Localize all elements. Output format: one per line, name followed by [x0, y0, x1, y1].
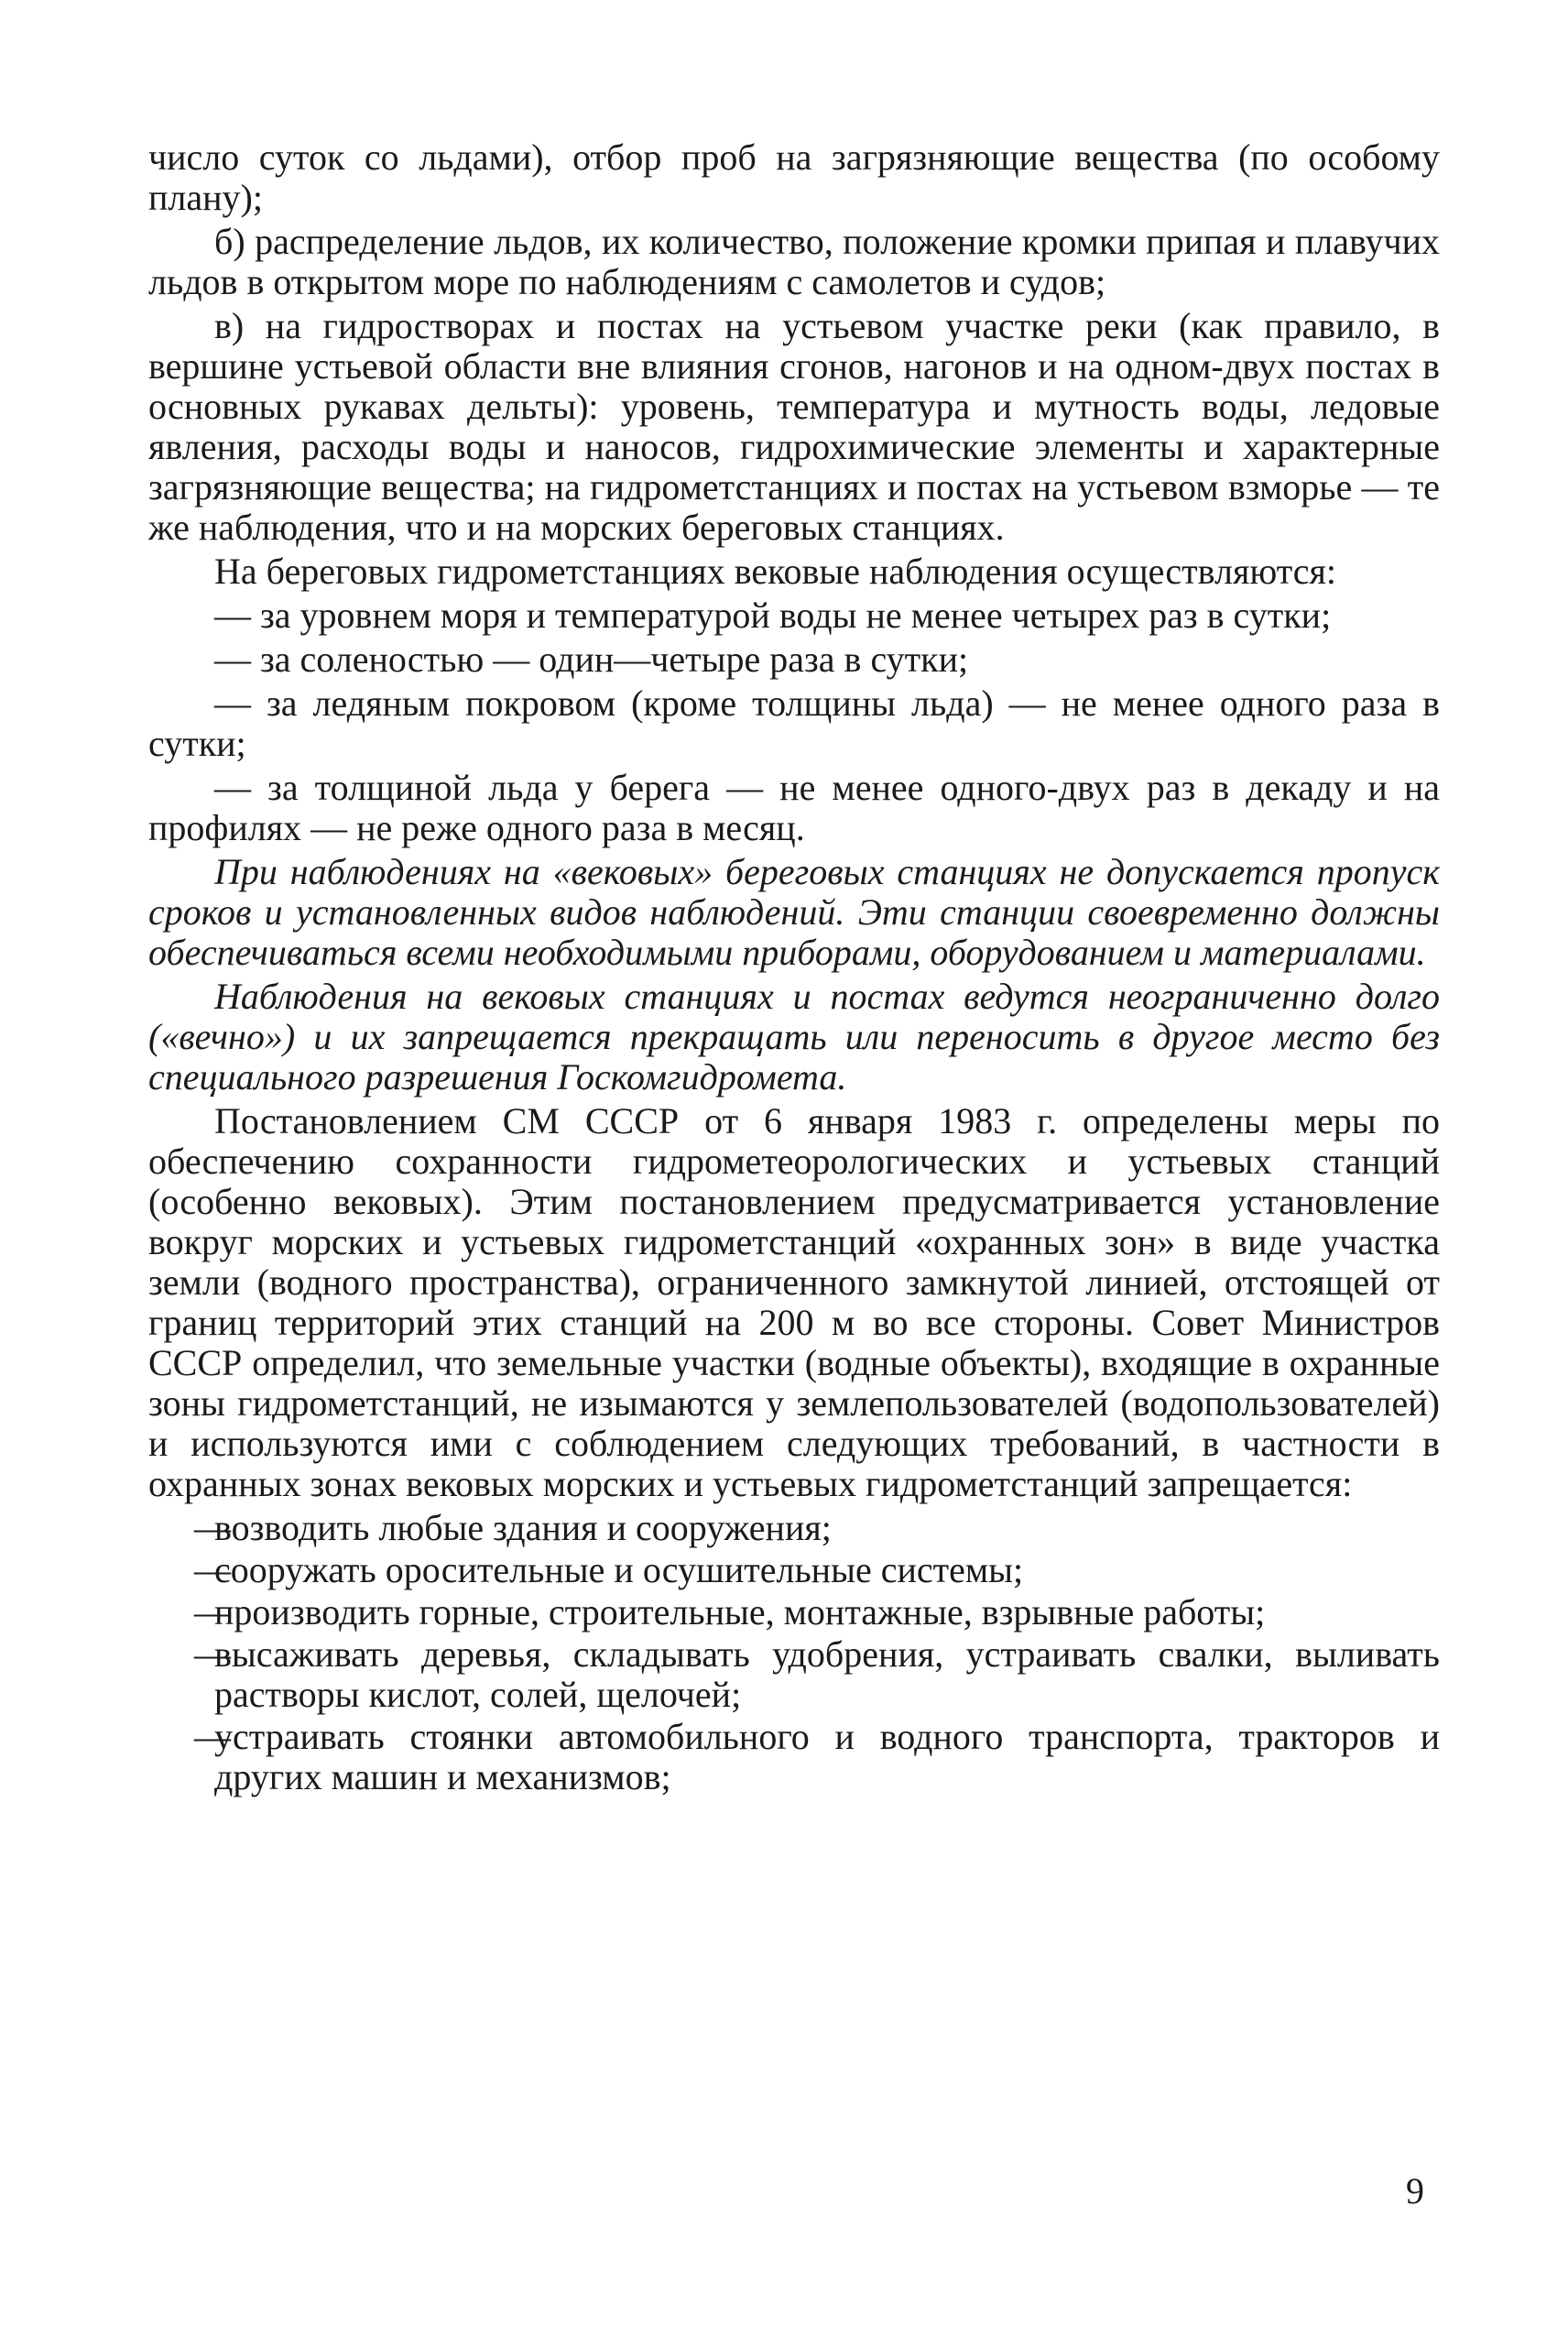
italic-paragraph-no-skip: При наблюдениях на «вековых» береговых станциях не допускается пропуск сроков и установленных видов наблюдений. Эти станции своевременно должны обеспечиваться всеми необходимыми приборами, оборудованием и материалами.	[148, 851, 1440, 973]
prohibition-item: — устраивать стоянки автомобильного и водного транспорта, тракторов и других машин и механизмов;	[148, 1717, 1440, 1797]
observation-item: — за ледяным покровом (кроме толщины льда) — не менее одного раза в сутки;	[148, 683, 1440, 764]
italic-paragraph-eternal: Наблюдения на вековых станциях и постах ведутся неограниченно долго («вечно») и их запрещается прекращать или переносить в другое место без специального разрешения Госкомгидромета.	[148, 976, 1440, 1097]
prohibition-item: — производить горные, строительные, монтажные, взрывные работы;	[148, 1592, 1440, 1633]
page-number: 9	[1406, 2170, 1424, 2211]
paragraph-decree: Постановлением СМ СССР от 6 января 1983 г. определены меры по обеспечению сохранности гидрометеорологических и устьевых станций (особенно вековых). Этим постановлением предусматривается установление вокруг морских и устьевых гидрометстанций «охранных зон» в виде участка земли (водного пространства), ограниченного замкнутой линией, отстоящей от границ территорий этих станций на 200 м во все стороны. Совет Министров СССР определил, что земельные участки (водные объекты), входящие в охранные зоны гидрометстанций, не изымаются у землепользователей (водопользователей) и используются ими с соблюдением следующих требований, в частности в охранных зонах вековых морских и устьевых гидрометстанций запрещается:	[148, 1100, 1440, 1504]
observation-item: — за уровнем моря и температурой воды не менее четырех раз в сутки;	[214, 595, 1332, 636]
observation-item: — за соленостью — один—четыре раза в сутки;	[214, 639, 969, 680]
prohibition-item: — сооружать оросительные и осушительные системы;	[148, 1550, 1440, 1590]
paragraph-item-b: б) распределение льдов, их количество, положение кромки припая и плавучих льдов в открытом море по наблюдениям с самолетов и судов;	[148, 221, 1440, 302]
prohibition-item: — высаживать деревья, складывать удобрения, устраивать свалки, выливать растворы кислот, солей, щелочей;	[148, 1634, 1440, 1715]
paragraph-continuation: число суток со льдами), отбор проб на загрязняющие вещества (по особому плану);	[148, 137, 1440, 218]
page-body	[148, 137, 1440, 1799]
paragraph-item-v: в) на гидростворах и постах на устьевом участке реки (как правило, в вершине устьевой области вне влияния сгонов, нагонов и на одном-двух постах в основных рукавах дельты): уровень, температура и мутность воды, ледовые явления, расходы воды и наносов, гидрохимические элементы и характерные загрязняющие вещества; на гидрометстанциях и постах на устьевом взморье — те же наблюдения, что и на морских береговых станциях.	[148, 305, 1440, 548]
prohibition-item: — возводить любые здания и сооружения;	[148, 1508, 1440, 1548]
observation-item: — за толщиной льда у берега — не менее одного-двух раз в декаду и на профилях — не реже одного раза в месяц.	[148, 767, 1440, 848]
prohibitions-list	[148, 1508, 1440, 1797]
paragraph-coastal-intro: На береговых гидрометстанциях вековые наблюдения осуществляются:	[214, 551, 1336, 592]
